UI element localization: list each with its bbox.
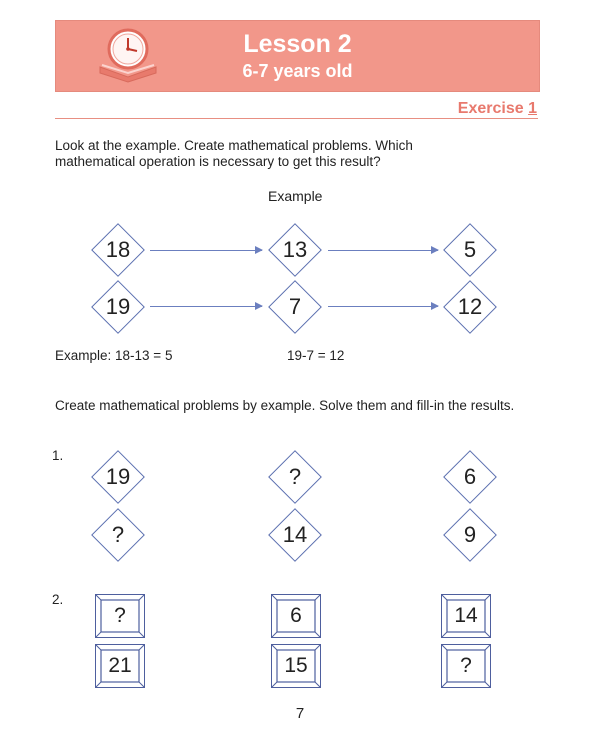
example-equation-1: Example: 18-13 = 5 <box>55 348 173 363</box>
example-diamond <box>268 280 322 334</box>
diamond-value: 7 <box>288 294 302 319</box>
diamond-value: 5 <box>463 237 477 262</box>
task-2-box <box>271 594 321 638</box>
task-1-diamond <box>443 508 497 562</box>
lesson-banner <box>55 20 540 92</box>
diamond-value: 18 <box>105 237 131 262</box>
box-value: 15 <box>284 654 308 677</box>
lesson-age-subtitle: 6-7 years old <box>242 61 353 81</box>
example-diamond <box>443 280 497 334</box>
instruction-text-2: Create mathematical problems by example. Solve them and fill-in the results. <box>55 398 515 413</box>
task-2-label: 2. <box>52 592 64 607</box>
task-2-box <box>441 594 491 638</box>
exercise-word: Exercise <box>457 100 524 117</box>
arrow-right <box>150 306 262 307</box>
diamond-value: 13 <box>282 237 308 262</box>
diamond-value: ? <box>288 464 302 489</box>
arrow-right <box>328 250 438 251</box>
diamond-value: 14 <box>282 522 308 547</box>
diamond-value: 12 <box>457 294 483 319</box>
task-1-diamond <box>268 508 322 562</box>
diamond-value: ? <box>111 522 125 547</box>
box-value: ? <box>460 654 472 677</box>
task-1-label: 1. <box>52 448 64 463</box>
example-diamond <box>268 223 322 277</box>
task-1-diamond[interactable] <box>91 508 145 562</box>
task-2-box <box>95 644 145 688</box>
exercise-label <box>420 100 537 118</box>
diamond-value: 19 <box>105 294 131 319</box>
task-1-diamond[interactable] <box>268 450 322 504</box>
task-2-box[interactable] <box>441 644 491 688</box>
arrow-right <box>150 250 262 251</box>
page-number: 7 <box>295 705 305 722</box>
diamond-value: 6 <box>463 464 477 489</box>
example-diamond <box>91 223 145 277</box>
example-equation-2: 19-7 = 12 <box>287 348 345 363</box>
header-divider <box>55 118 538 119</box>
task-2-box[interactable] <box>95 594 145 638</box>
box-value: ? <box>114 604 126 627</box>
box-value: 21 <box>108 654 132 677</box>
example-heading: Example <box>268 188 323 204</box>
task-1-diamond <box>91 450 145 504</box>
box-value: 6 <box>290 604 302 627</box>
example-diamond <box>91 280 145 334</box>
lesson-title: Lesson 2 <box>243 30 352 58</box>
task-1-diamond <box>443 450 497 504</box>
box-value: 14 <box>454 604 478 627</box>
task-2-box <box>271 644 321 688</box>
diamond-value: 19 <box>105 464 131 489</box>
arrow-right <box>328 306 438 307</box>
exercise-number: 1 <box>528 100 537 117</box>
diamond-value: 9 <box>463 522 477 547</box>
example-diamond <box>443 223 497 277</box>
instruction-text-1: Look at the example. Create mathematical problems. Which mathematical operation is necessary to get this result? <box>55 138 413 169</box>
